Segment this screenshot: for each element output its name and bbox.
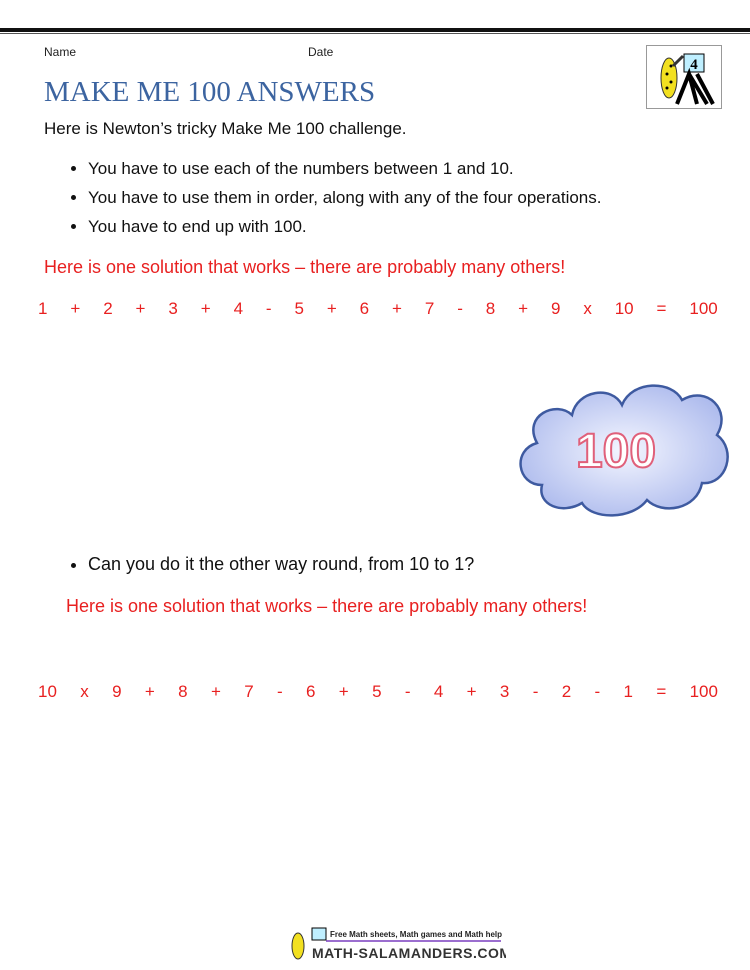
equation-token: + [144,682,155,701]
solution-note-1: Here is one solution that works – there are probably many others! [44,257,566,277]
equation-token: 3 [168,299,178,318]
equation-token: 9 [112,682,122,701]
equation-token: + [338,682,349,701]
equation-token: 1 [623,682,633,701]
equation-2 [38,682,718,702]
salamander-logo [646,45,722,109]
cloud-100 [512,375,732,520]
footer-tagline: Free Math sheets, Math games and Math help [330,930,503,939]
equation-token: = [656,299,667,318]
equation-token: x [583,299,592,318]
rule-item: • You have to use them in order, along with any of the four operations. [88,188,602,217]
equation-token: 3 [499,682,510,701]
equation-token: 10 [38,682,57,701]
rule-item: • You have to use each of the numbers between 1 and 10. [88,159,602,188]
equation-token: + [70,299,81,318]
question-list [44,554,474,583]
equation-token: 10 [614,299,634,318]
equation-token: 4 [433,682,444,701]
equation-token: 5 [372,682,382,701]
equation-token: 5 [294,299,304,318]
rules-list [44,159,602,246]
date-label: Date [308,45,334,59]
equation-token: + [326,299,337,318]
equation-token: - [404,682,411,701]
equation-token: 2 [561,682,572,701]
page-title: MAKE ME 100 ANSWERS [44,76,376,108]
equation-token: + [200,299,211,318]
equation-token: 6 [306,682,316,701]
cloud-text: 100 [575,425,657,478]
equation-token: 4 [233,299,244,318]
equation-token: 8 [485,299,496,318]
solution-note-2: Here is one solution that works – there are probably many others! [66,596,588,616]
equation-token: 9 [550,299,561,318]
equation-token: 6 [359,299,370,318]
equation-token: 100 [689,299,718,318]
equation-token: - [265,299,272,318]
equation-token: + [518,299,529,318]
equation-token: + [466,682,477,701]
equation-token: - [594,682,601,701]
equation-token: 7 [244,682,254,701]
equation-1 [38,299,718,319]
equation-token: + [210,682,221,701]
question-2: • Can you do it the other way round, from 10 to 1? [88,554,474,583]
equation-token: + [135,299,146,318]
footer-logo [286,926,506,962]
logo-number: 4 [690,57,698,73]
equation-token: 100 [689,682,718,701]
equation-token: - [277,682,283,701]
name-label: Name [44,45,77,59]
equation-token: 7 [424,299,435,318]
intro-text: Here is Newton’s tricky Make Me 100 challenge. [44,119,407,138]
equation-token: 1 [38,299,48,318]
top-rule [0,28,750,32]
equation-token: - [532,682,539,701]
rule-item: • You have to end up with 100. [88,217,602,246]
equation-token: = [656,682,667,701]
equation-token: - [457,299,463,318]
footer-site: MATH-SALAMANDERS.COM [312,945,506,961]
top-rule-thin [0,33,750,34]
equation-token: + [392,299,402,318]
equation-token: 8 [178,682,188,701]
equation-token: 2 [103,299,113,318]
equation-token: x [80,682,89,701]
